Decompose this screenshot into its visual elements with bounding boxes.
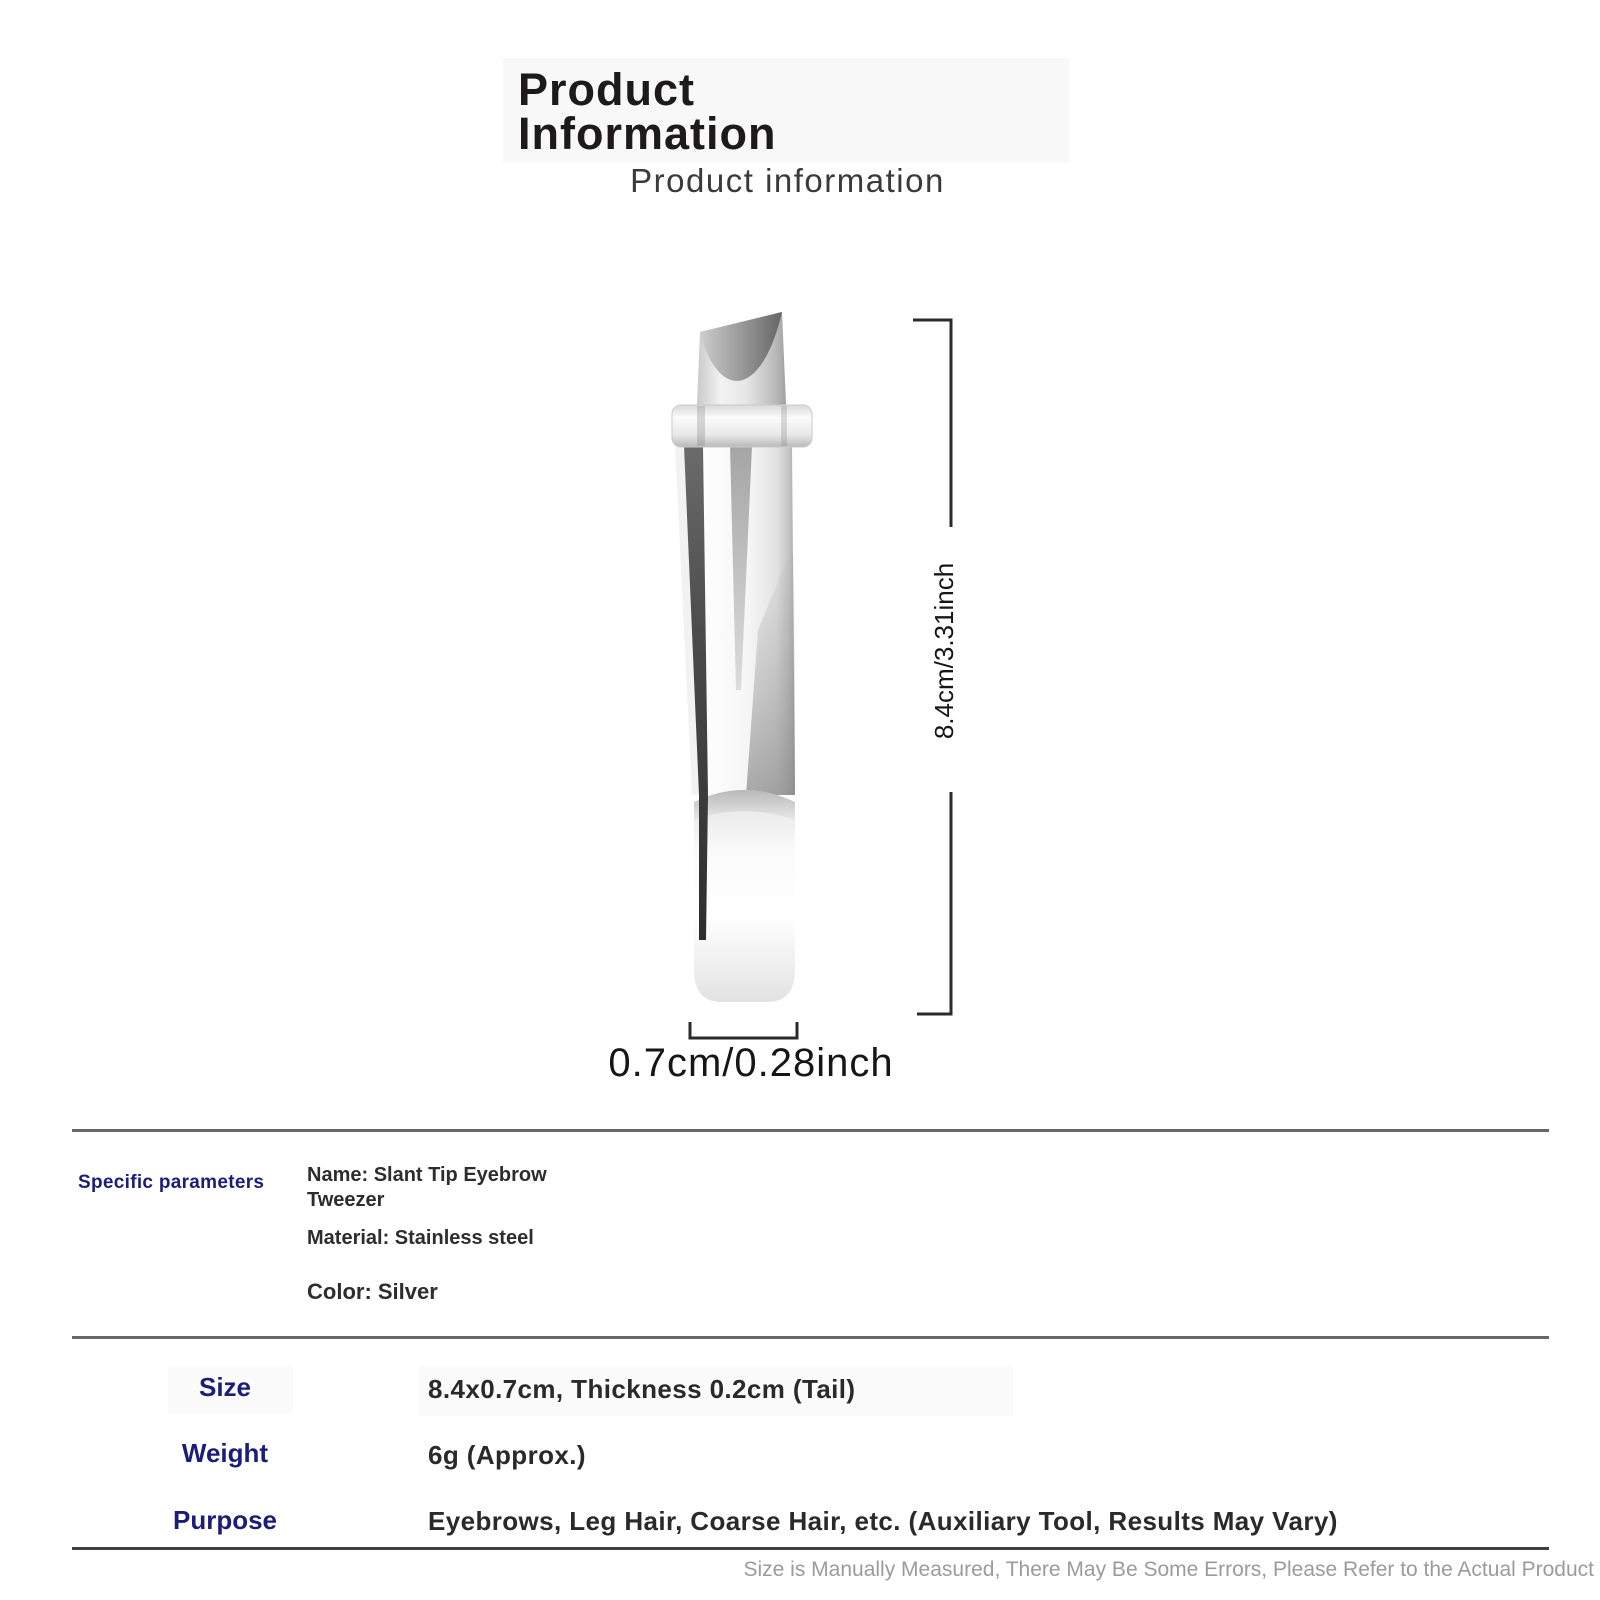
tweezer-ring-shadow-right	[781, 406, 787, 446]
width-dimension-label: 0.7cm/0.28inch	[608, 1041, 894, 1085]
divider-middle	[72, 1336, 1549, 1339]
page-subtitle: Product information	[630, 162, 945, 199]
size-row-label: Size	[198, 1372, 252, 1402]
page-title-line1: Product	[518, 64, 696, 115]
parameter-material: Material: Stainless steel	[307, 1227, 534, 1249]
height-dimension-line-top	[913, 320, 951, 527]
measurement-disclaimer: Size is Manually Measured, There May Be Some Errors, Please Refer to the Actual Product	[743, 1558, 1594, 1581]
tweezer-tail-plate	[694, 790, 795, 1002]
parameter-color: Color: Silver	[307, 1279, 438, 1304]
weight-row-value: 6g (Approx.)	[428, 1440, 586, 1470]
page-title	[518, 64, 777, 159]
tweezer-illustration	[672, 312, 812, 1002]
width-dimension-bracket	[690, 1022, 797, 1038]
width-dimension	[608, 1022, 893, 1085]
height-dimension	[913, 320, 959, 1014]
purpose-row-value: Eyebrows, Leg Hair, Coarse Hair, etc. (Auxiliary Tool, Results May Vary)	[428, 1506, 1338, 1536]
purpose-row-label: Purpose	[172, 1505, 278, 1535]
tweezer-ring	[672, 405, 812, 447]
tweezer-ring-shadow-left	[697, 406, 705, 446]
page-title-line2: Information	[518, 108, 777, 159]
weight-row-label: Weight	[181, 1438, 269, 1468]
height-dimension-label: 8.4cm/3.31inch	[929, 562, 959, 740]
divider-top	[72, 1129, 1549, 1132]
tweezer-figure	[560, 290, 1040, 1100]
specific-parameters-label: Specific parameters	[78, 1172, 265, 1193]
height-dimension-line-bottom	[917, 792, 951, 1014]
parameter-name: Name: Slant Tip Eyebrow Tweezer	[307, 1164, 547, 1211]
divider-bottom	[72, 1547, 1549, 1550]
size-row-value: 8.4x0.7cm, Thickness 0.2cm (Tail)	[428, 1374, 856, 1404]
